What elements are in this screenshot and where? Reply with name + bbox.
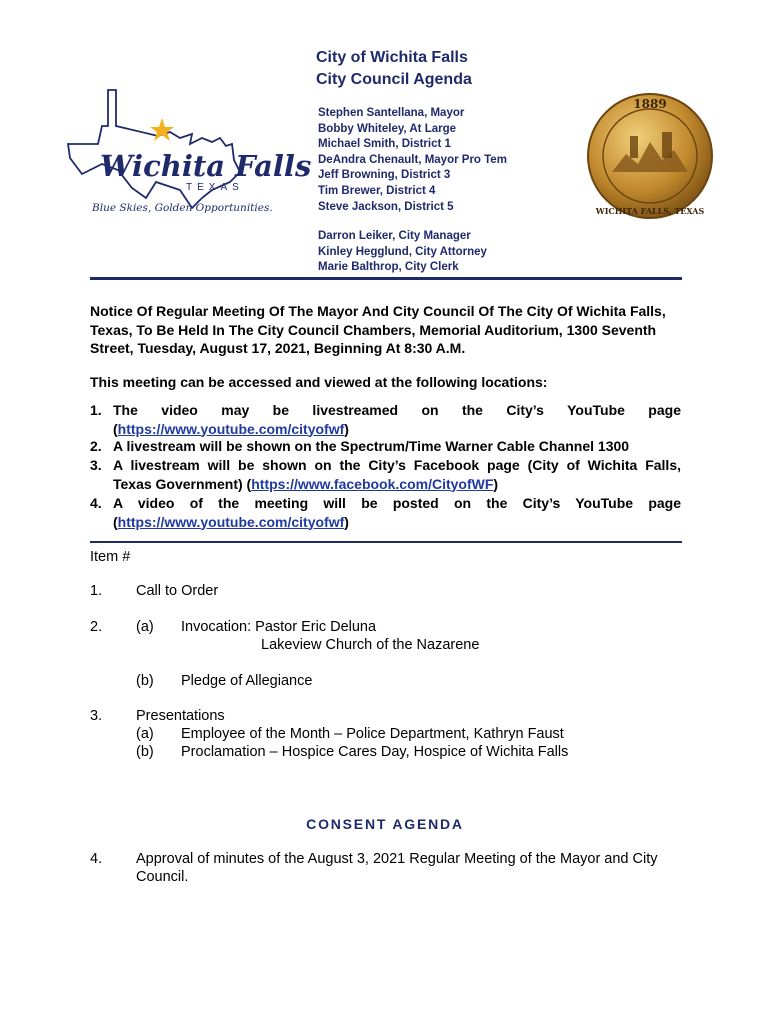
item-number: 3. bbox=[90, 708, 103, 724]
sub-item-letter: (a) bbox=[136, 619, 154, 635]
page-title-agenda: City Council Agenda bbox=[316, 71, 472, 88]
staff-member: Marie Balthrop, City Clerk bbox=[318, 261, 459, 274]
council-member: DeAndra Chenault, Mayor Pro Tem bbox=[318, 153, 507, 166]
item-number: 1. bbox=[90, 583, 103, 599]
item-text: Council. bbox=[136, 869, 189, 885]
section-divider bbox=[90, 541, 682, 543]
meeting-notice: Notice Of Regular Meeting Of The Mayor And City Council Of The City Of Wichita Falls, Texas, To Be Held In The City Council Chambers, Memorial Auditorium, 1300 Seventh Street, Tuesday, August 17, 2021, Beginning At 8:30 A.M. bbox=[90, 303, 666, 356]
sub-item-text: Pledge of Allegiance bbox=[181, 673, 313, 689]
council-member: Bobby Whiteley, At Large bbox=[318, 122, 457, 135]
staff-member: Kinley Hegglund, City Attorney bbox=[318, 245, 487, 258]
location-item: 2. A livestream will be shown on the Spectrum/Time Warner Cable Channel 1300 bbox=[90, 438, 630, 454]
seal-text: WICHITA FALLS, TEXAS bbox=[595, 206, 705, 216]
council-member: Jeff Browning, District 3 bbox=[318, 169, 451, 182]
item-number: 2. bbox=[90, 619, 103, 635]
sub-item-text: Proclamation – Hospice Cares Day, Hospice of Wichita Falls bbox=[181, 744, 569, 760]
sub-item-letter: (b) bbox=[136, 673, 154, 689]
sub-item-letter: (b) bbox=[136, 744, 154, 760]
locations-heading: This meeting can be accessed and viewed at the following locations: bbox=[90, 374, 548, 390]
item-column-header: Item # bbox=[90, 549, 131, 565]
council-member: Steve Jackson, District 5 bbox=[318, 200, 454, 213]
council-member: Michael Smith, District 1 bbox=[318, 138, 451, 151]
council-member: Stephen Santellana, Mayor bbox=[318, 107, 465, 119]
council-member: Tim Brewer, District 4 bbox=[318, 184, 436, 197]
texas-outline-icon bbox=[62, 86, 312, 218]
item-text: Presentations bbox=[136, 708, 225, 724]
location-item: 4. A video of the meeting will be posted on the City’s YouTube page (https://www.youtube.com/cityofwf) bbox=[90, 495, 681, 530]
consent-agenda-heading: CONSENT AGENDA bbox=[306, 816, 464, 832]
location-item: 3. A livestream will be shown on the City’s Facebook page (City of Wichita Falls, Texas Government) (https://www.facebook.com/CityofWF) bbox=[90, 457, 681, 492]
item-number: 4. bbox=[90, 851, 103, 867]
youtube-link[interactable]: https://www.youtube.com/cityofwf bbox=[117, 513, 345, 530]
logo-tagline: Blue Skies, Golden Opportunities. bbox=[92, 202, 273, 214]
header-divider bbox=[90, 277, 682, 280]
item-text: Approval of minutes of the August 3, 2021 Regular Meeting of the Mayor and City bbox=[136, 851, 658, 867]
staff-member: Darron Leiker, City Manager bbox=[318, 230, 471, 242]
sub-item-text: Employee of the Month – Police Department, Kathryn Faust bbox=[181, 726, 564, 742]
sub-item-text: Invocation: Pastor Eric Deluna bbox=[181, 619, 377, 635]
city-logo bbox=[62, 86, 312, 218]
council-list bbox=[318, 106, 507, 215]
page-title-city: City of Wichita Falls bbox=[316, 49, 468, 66]
sub-item-letter: (a) bbox=[136, 726, 154, 742]
staff-list bbox=[318, 229, 487, 276]
location-item: 1. The video may be livestreamed on the City’s YouTube page (https://www.youtube.com/cityofwf) bbox=[90, 402, 681, 437]
city-seal bbox=[586, 92, 714, 220]
youtube-link[interactable]: https://www.youtube.com/cityofwf bbox=[117, 420, 345, 437]
sub-item-text: Lakeview Church of the Nazarene bbox=[261, 637, 480, 653]
item-text: Call to Order bbox=[136, 583, 219, 599]
facebook-link[interactable]: https://www.facebook.com/CityofWF bbox=[251, 475, 494, 492]
seal-year: 1889 bbox=[633, 97, 667, 111]
seal-icon bbox=[586, 92, 714, 220]
logo-state: TEXAS bbox=[186, 182, 244, 193]
logo-wordmark: Wichita Falls bbox=[100, 149, 312, 183]
